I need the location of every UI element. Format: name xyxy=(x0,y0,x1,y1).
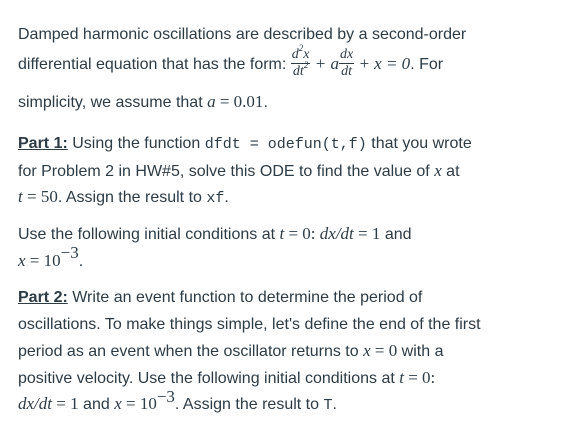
var-x: x xyxy=(434,160,442,180)
x-value: = 10 xyxy=(121,394,157,413)
intro-line-2 xyxy=(18,43,558,83)
ic-text-1: Use the following initial conditions at xyxy=(18,226,280,243)
t-code: T xyxy=(323,397,333,414)
intro-paragraph xyxy=(18,22,558,115)
part2-text-3: period as an event when the oscillator returns to xyxy=(18,343,364,360)
var-x: x xyxy=(363,341,371,360)
den-sup: 2 xyxy=(303,60,309,71)
part2-text-2: oscillations. To make things simple, let's define the end of the first xyxy=(18,315,481,333)
x-value: = 10 xyxy=(25,250,61,270)
ic-line-2 xyxy=(18,243,558,275)
xf-code: xf xyxy=(206,190,225,207)
part1-line-2 xyxy=(18,158,558,185)
intro-text-2: differential equation that has the form: xyxy=(18,55,291,73)
intro-line-1 xyxy=(18,22,558,49)
var-x: x xyxy=(114,394,122,413)
part1-text-1: Using the function xyxy=(67,135,205,152)
part2-line-3 xyxy=(18,338,558,365)
x-exponent: −3 xyxy=(156,386,175,406)
odefun-code: dfdt = odefun(t,f) xyxy=(204,136,367,153)
part2-label: Part 2: xyxy=(18,289,68,306)
part2-and: and xyxy=(78,396,115,413)
num-var: x xyxy=(303,46,310,62)
intro-period: . xyxy=(263,93,268,111)
part1-text-2: for Problem 2 in HW#5, solve this ODE to find the value of xyxy=(18,162,435,180)
var-x: x xyxy=(18,250,26,270)
part1-period: . xyxy=(224,189,229,206)
part1-text-1-end: that you wrote xyxy=(366,135,472,152)
dxdt: dx/dt xyxy=(18,394,52,413)
t-zero: = 0: xyxy=(284,224,320,243)
dxdt-value: = 1 xyxy=(52,394,79,413)
part2-line-4 xyxy=(18,365,558,392)
t-zero: = 0: xyxy=(403,367,436,387)
den-dt: dt xyxy=(292,63,304,79)
fraction-denominator xyxy=(291,60,311,79)
part1-line-3 xyxy=(18,184,558,211)
part2-line-5 xyxy=(18,386,558,418)
part2-text-5: . Assign the result to xyxy=(174,396,324,413)
part2-line-2 xyxy=(18,312,558,339)
intro-for: . For xyxy=(410,55,444,73)
fraction2-numerator: dx xyxy=(339,46,354,62)
var-a: a xyxy=(207,91,216,111)
intro-text-1: Damped harmonic oscillations are described by a second-order xyxy=(18,26,467,43)
part2-line-1 xyxy=(18,285,558,312)
intro-line-3 xyxy=(18,89,558,116)
dxdt-value: = 1 xyxy=(353,224,381,243)
part2-period: . xyxy=(332,396,337,413)
initial-conditions-paragraph xyxy=(18,221,558,274)
var-t: t xyxy=(18,187,23,206)
second-derivative-fraction xyxy=(291,43,311,79)
num-sup: 2 xyxy=(298,43,304,54)
x-zero: = 0 xyxy=(370,341,398,360)
part2-paragraph xyxy=(18,285,558,418)
part1-text-2-end: at xyxy=(441,162,460,180)
ic-period: . xyxy=(78,252,84,270)
ic-and: and xyxy=(380,226,412,243)
x-exponent: −3 xyxy=(60,243,79,263)
t-value: = 50 xyxy=(22,187,58,206)
equation-tail: + x = 0 xyxy=(354,53,411,73)
num-d: d xyxy=(291,46,299,62)
var-t: t xyxy=(279,224,285,243)
first-derivative-fraction xyxy=(339,48,354,79)
plus-a-term: + a xyxy=(310,53,339,73)
part1-text-3: . Assign the result to xyxy=(57,189,207,206)
part1-paragraph xyxy=(18,131,558,211)
ic-line-1 xyxy=(18,221,558,248)
a-value: = 0.01 xyxy=(215,91,264,111)
part1-line-1 xyxy=(18,131,558,158)
dxdt: dx/dt xyxy=(319,224,354,243)
intro-text-3: simplicity, we assume that xyxy=(18,93,208,111)
var-t: t xyxy=(399,367,404,387)
part2-text-4: positive velocity. Use the following initial conditions at xyxy=(18,369,400,387)
fraction2-denominator: dt xyxy=(341,63,353,79)
part2-text-3-end: with a xyxy=(397,343,444,360)
part1-label: Part 1: xyxy=(18,135,68,152)
part2-text-1: Write an event function to determine the period of xyxy=(67,289,423,306)
